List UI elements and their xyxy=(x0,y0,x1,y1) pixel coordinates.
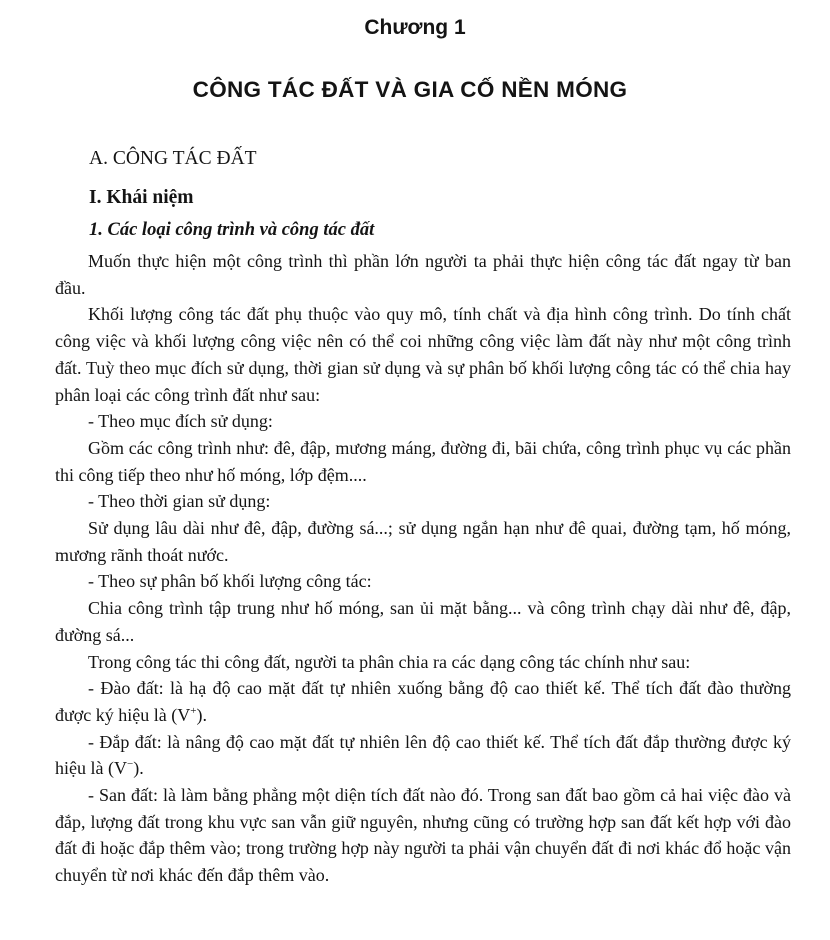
list-item: - Theo mục đích sử dụng: xyxy=(88,411,273,432)
paragraph: Muốn thực hiện một công trình thì phần lớn người ta phải thực hiện công tác đất ngay từ ban đầu. xyxy=(55,251,791,298)
paragraph: Chia công trình tập trung như hố móng, san ủi mặt bằng... và công trình chạy dài như đê, đập, đường sá... xyxy=(55,598,791,645)
paragraph: Khối lượng công tác đất phụ thuộc vào quy mô, tính chất và địa hình công trình. Do tính chất công việc và khối lượng công việc nên có thể coi những công việc làm đất này như một công trình đất. Tuỳ theo mục đích sử dụng, thời gian sử dụng và sự phân bố khối lượng công tác có thể chia hay phân loại các công trình đất như sau: xyxy=(55,304,791,405)
definition-end: ). xyxy=(133,758,144,779)
superscript: − xyxy=(126,758,134,771)
subsection-heading: I. Khái niệm xyxy=(89,187,194,208)
definition-text: - Đào đất: là hạ độ cao mặt đất tự nhiên xuống bằng độ cao thiết kế. Thể tích đất đào thường được ký hiệu là (V xyxy=(55,678,791,725)
body-text xyxy=(55,248,791,889)
superscript: + xyxy=(190,704,197,717)
definition-end: ). xyxy=(196,704,207,725)
paragraph: Trong công tác thi công đất, người ta phân chia ra các dạng công tác chính như sau: xyxy=(88,651,691,672)
topic-heading: 1. Các loại công trình và công tác đất xyxy=(89,220,375,240)
definition-dap-dat xyxy=(55,729,791,782)
definition-dao-dat xyxy=(55,675,791,728)
section-heading: A. CÔNG TÁC ĐẤT xyxy=(89,148,257,169)
paragraph: Gồm các công trình như: đê, đập, mương máng, đường đi, bãi chứa, công trình phục vụ các phần thi công tiếp theo như hố móng, lớp đệm.... xyxy=(55,437,791,485)
chapter-label: Chương 1 xyxy=(364,16,466,39)
definition-san-dat: - San đất: là làm bằng phẳng một diện tích đất nào đó. Trong san đất bao gồm cả hai việc đào và đắp, lượng đất trong khu vực san vẫn giữ nguyên, nhưng cũng có trường hợp san đất kết hợp với đào đất đi hoặc đắp thêm vào; trong trường hợp này người ta phải vận chuyển đất đi nơi khác đổ hoặc vận chuyển từ nơi khác đến đắp thêm vào. xyxy=(55,785,791,886)
list-item: - Theo thời gian sử dụng: xyxy=(88,491,271,512)
list-item: - Theo sự phân bố khối lượng công tác: xyxy=(88,571,372,592)
definition-text: - Đắp đất: là nâng độ cao mặt đất tự nhiên lên độ cao thiết kế. Thể tích đất đắp thường được ký hiệu là (V xyxy=(55,731,791,779)
paragraph: Sử dụng lâu dài như đê, đập, đường sá...; sử dụng ngắn hạn như đê quai, đường tạm, hố móng, mương rãnh thoát nước. xyxy=(55,518,791,565)
chapter-title: CÔNG TÁC ĐẤT VÀ GIA CỐ NỀN MÓNG xyxy=(192,77,628,102)
